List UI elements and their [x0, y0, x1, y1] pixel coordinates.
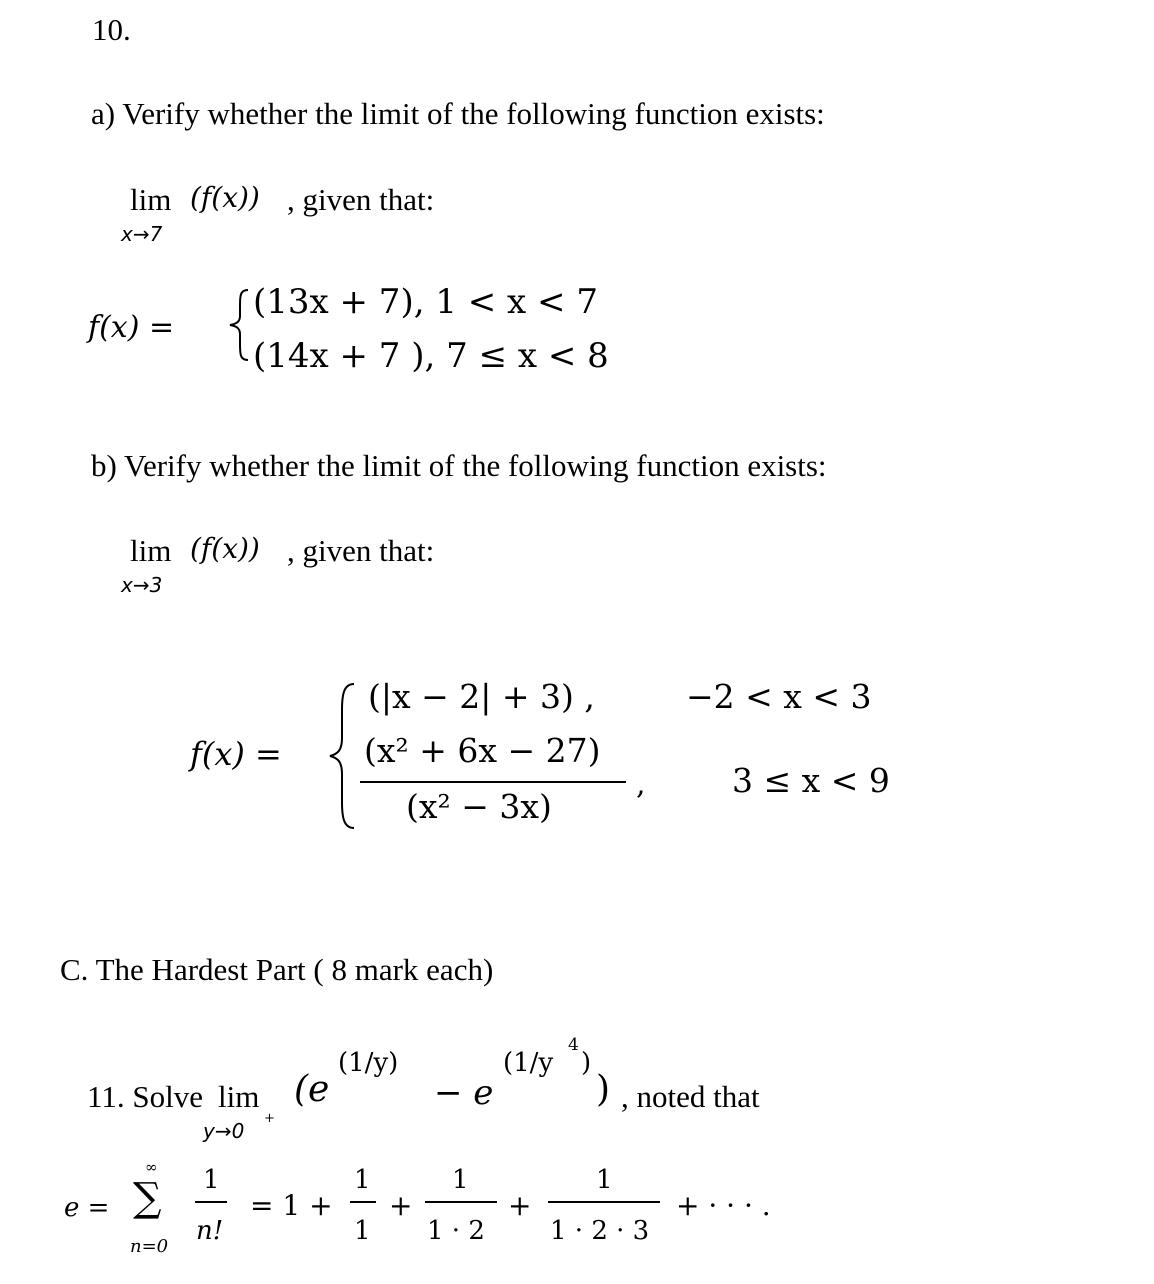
q11-lim: lim — [218, 1079, 260, 1114]
series-e-equals: e = — [64, 1193, 110, 1223]
q11-lim-sub: y→0 — [203, 1119, 245, 1143]
part-a-lim-sub: x→7 — [121, 222, 163, 246]
part-b-lim-sub: x→3 — [121, 573, 163, 597]
section-c-heading: C. The Hardest Part ( 8 mark each) — [60, 952, 494, 987]
series-plus-2: + — [508, 1189, 532, 1222]
part-b-case2-comma: , — [636, 767, 646, 802]
series-f2-bar — [350, 1201, 376, 1203]
part-b-fraction-bar — [360, 781, 626, 783]
series-f1-denominator: n! — [196, 1216, 224, 1246]
part-b-heading: b) Verify whether the limit of the following function exists: — [91, 448, 827, 483]
q11-exp1: (1/y) — [338, 1048, 399, 1078]
part-a-lim-suffix: , given that: — [287, 182, 435, 217]
series-f3-numerator: 1 — [452, 1165, 469, 1195]
part-b-fx: f(x) = — [190, 735, 282, 773]
part-b-case2-numerator: (x² + 6x − 27) — [364, 731, 601, 770]
part-b-case2-denominator: (x² − 3x) — [406, 787, 552, 826]
part-a-lim-expr: (f(x)) — [190, 181, 260, 214]
part-b-case1-expr: (|x − 2| + 3) , — [368, 677, 595, 716]
series-f4-bar — [548, 1201, 660, 1203]
part-a-heading: a) Verify whether the limit of the following function exists: — [91, 96, 825, 131]
part-a-fx: f(x) = — [88, 310, 175, 345]
q11-suffix: , noted that — [621, 1079, 760, 1114]
series-f2-denominator: 1 — [354, 1216, 371, 1246]
q11-lim-sub-plus: + — [264, 1111, 275, 1126]
series-f1-numerator: 1 — [203, 1165, 220, 1195]
series-f3-bar — [425, 1201, 497, 1203]
q11-close-paren: ) — [596, 1069, 611, 1110]
series-plus-1: + — [389, 1189, 413, 1222]
series-f3-denominator: 1 · 2 — [427, 1216, 485, 1246]
part-b-lim: lim — [130, 533, 172, 568]
part-a-brace-icon — [226, 286, 256, 364]
series-f2-numerator: 1 — [354, 1165, 371, 1195]
part-b-case1-cond: −2 < x < 3 — [686, 677, 872, 716]
q11-prefix: 11. Solve — [87, 1079, 203, 1114]
q11-exp2-close: ) — [581, 1048, 592, 1078]
part-b-brace-icon — [326, 680, 360, 832]
question-number: 10. — [92, 12, 131, 47]
series-eq-one-plus: = 1 + — [250, 1189, 333, 1222]
q11-minus-e: − e — [434, 1073, 494, 1113]
part-b-case2-cond: 3 ≤ x < 9 — [732, 761, 890, 800]
series-sum-bottom: n=0 — [130, 1236, 169, 1257]
sigma-icon: ∑ — [133, 1175, 162, 1221]
q11-open-e: (e — [294, 1069, 330, 1110]
q11-exp2-pow: 4 — [568, 1035, 579, 1055]
series-f1-bar — [195, 1201, 227, 1203]
part-a-case2: (14x + 7 ), 7 ≤ x < 8 — [253, 336, 609, 376]
series-f4-denominator: 1 · 2 · 3 — [550, 1216, 650, 1246]
series-sum-top: ∞ — [145, 1158, 158, 1176]
part-a-case1: (13x + 7), 1 < x < 7 — [253, 282, 598, 322]
q11-exp2: (1/y — [503, 1048, 554, 1078]
part-b-lim-expr: (f(x)) — [190, 532, 260, 565]
part-b-lim-suffix: , given that: — [287, 533, 435, 568]
series-tail: + · · · . — [676, 1189, 771, 1222]
series-f4-numerator: 1 — [596, 1165, 613, 1195]
part-a-lim: lim — [130, 182, 172, 217]
